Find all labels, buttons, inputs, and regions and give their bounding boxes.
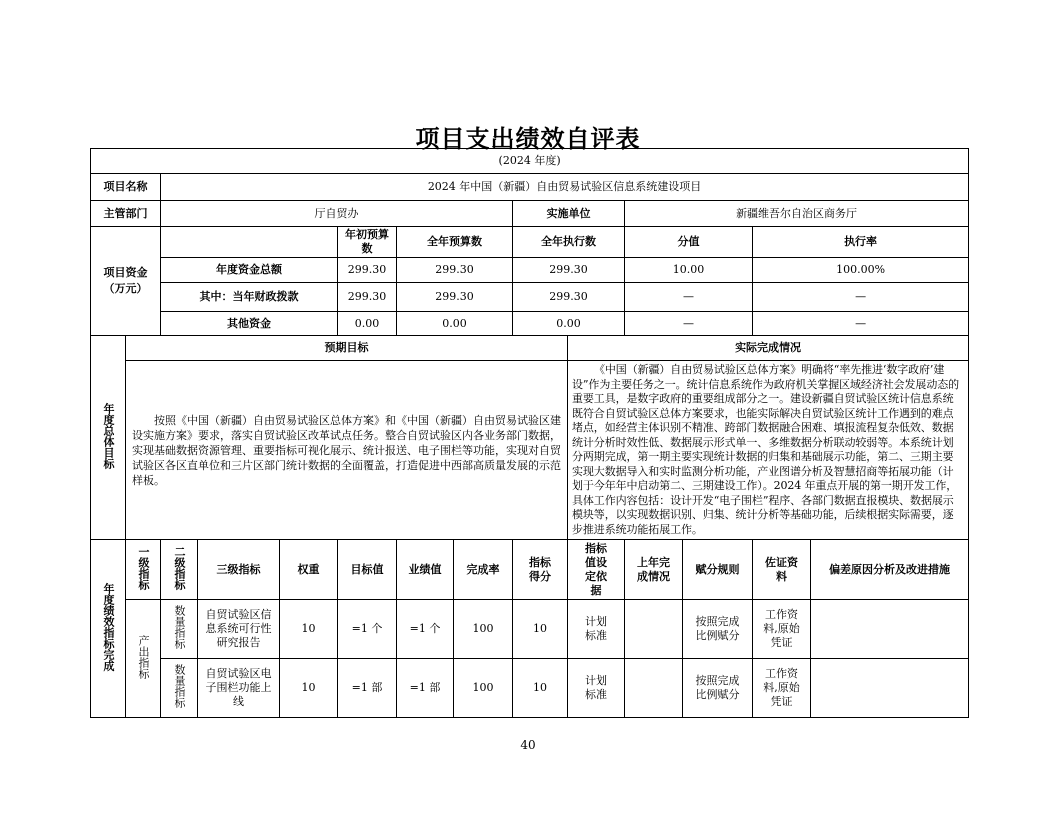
dept-label: 主管部门 — [91, 201, 161, 227]
funds-row-2-v3: — — [625, 312, 753, 336]
ind-row-0-last-year — [625, 600, 683, 659]
ind-row-1-actual: =1 部 — [397, 659, 454, 718]
ind-header-basis-text: 指标值设定依据 — [585, 541, 607, 597]
funds-row-2-v0: 0.00 — [338, 312, 397, 336]
ind-row-0-level3 — [198, 600, 280, 659]
ind-header-basis — [568, 540, 625, 600]
funds-row-1-label: 其中：当年财政拨款 — [161, 283, 338, 312]
ind-row-0-actual: =1 个 — [397, 600, 454, 659]
actual-header: 实际完成情况 — [568, 336, 969, 361]
funds-header-3: 分值 — [625, 227, 753, 258]
ind-row-1-deviation — [811, 659, 969, 718]
ind-row-0-deviation — [811, 600, 969, 659]
funds-row-0-v4: 100.00% — [753, 258, 969, 283]
ind-row-0-rule — [683, 600, 753, 659]
ind-row-1-rule — [683, 659, 753, 718]
funds-row-0-v0: 299.30 — [338, 258, 397, 283]
ind-row-1-weight: 10 — [280, 659, 338, 718]
page-number: 40 — [520, 738, 536, 752]
ind-level1-text: 产出指标 — [137, 634, 150, 679]
funds-row-0-label: 年度资金总额 — [161, 258, 338, 283]
funds-row-1-v1: 299.30 — [397, 283, 513, 312]
ind-header-level2-text: 二级指标 — [173, 545, 186, 590]
ind-header-level2 — [161, 540, 198, 600]
ind-row-0-level3-text: 自贸试验区信息系统可行性研究报告 — [205, 608, 272, 649]
ind-row-0-target: =1 个 — [338, 600, 397, 659]
ind-row-1-level2-text: 数量指标 — [173, 664, 186, 708]
funds-row-1-v0: 299.30 — [338, 283, 397, 312]
ind-header-evidence — [753, 540, 811, 600]
page-title: 项目支出绩效自评表 — [415, 124, 641, 153]
dept-value: 厅自贸办 — [161, 201, 513, 227]
ind-row-0-rule-text: 按照完成比例赋分 — [695, 615, 740, 642]
indicators-section-text: 年度绩效指标完成 — [102, 582, 115, 671]
expected-text: 按照《中国（新疆）自由贸易试验区总体方案》和《中国（新疆）自由贸易试验区建设实施方案》要求，落实自贸试验区改革试点任务。整合自贸试验区内各业务部门数据，实现基础数据资源管理、重要指标可视化展示、统计报送、电子围栏等功能，实现对自贸试验区各区直单位和三片区部门统计数据的全面覆盖，打造促进中西部高质量发展的示范样板。 — [126, 361, 568, 540]
funds-section-text: 项目资金（万元） — [103, 266, 148, 295]
ind-header-level3: 三级指标 — [198, 540, 280, 600]
ind-header-actual: 业绩值 — [397, 540, 454, 600]
ind-header-target: 目标值 — [338, 540, 397, 600]
indicators-section-label — [91, 540, 126, 718]
project-name-label: 项目名称 — [91, 174, 161, 201]
ind-row-1-basis-text: 计划标准 — [585, 674, 607, 701]
ind-header-weight: 权重 — [280, 540, 338, 600]
ind-header-rule: 赋分规则 — [683, 540, 753, 600]
ind-row-1-basis — [568, 659, 625, 718]
funds-row-1-v3: — — [625, 283, 753, 312]
ind-row-1-rate: 100 — [454, 659, 513, 718]
funds-row-2-label: 其他资金 — [161, 312, 338, 336]
ind-header-level1 — [126, 540, 161, 600]
ind-row-0-level2-text: 数量指标 — [173, 605, 186, 649]
funds-header-0: 年初预算数 — [338, 227, 397, 258]
funds-row-2-v1: 0.00 — [397, 312, 513, 336]
ind-row-1-target: =1 部 — [338, 659, 397, 718]
actual-text: 《中国（新疆）自由贸易试验区总体方案》明确将“率先推进‘数字政府’建设”作为主要任务之一。统计信息系统作为政府机关掌握区域经济社会发展动态的重要工具，是数字政府的重要组成部分之一。建设新疆自贸试验区统计信息系统既符合自贸试验区总体方案要求，也能实际解决自贸试验区统计工作遇到的难点堵点，如经营主体识别不精准、跨部门数据融合困难、填报流程复杂低效、数据统计分析时效性低、数据展示形式单一、多维数据分析联动较弱等。本系统计划分两期完成，第一期主要实现统计数据的归集和基础展示功能，第二、三期主要实现大数据导入和实时监测分析功能，产业图谱分析及智慧招商等拓展功能（计划于今年年中启动第二、三期建设工作）。2024 年重点开展的第一期开发工作，具体工作内容包括：设计开发“电子围栏”程序、各部门数据直报模块、数据展示模块等，以实现数据识别、归集、统计分析等基础功能，后续根据实际需要，逐步推进系统功能拓展工作。 — [568, 361, 969, 540]
funds-header-4: 执行率 — [753, 227, 969, 258]
funds-section-label — [91, 227, 161, 336]
funds-header-2: 全年执行数 — [513, 227, 625, 258]
ind-row-0-evidence — [753, 600, 811, 659]
ind-row-1-rule-text: 按照完成比例赋分 — [695, 674, 740, 701]
ind-row-1-level3-text: 自贸试验区电子围栏功能上线 — [205, 667, 272, 708]
performance-table — [90, 148, 969, 718]
impl-value: 新疆维吾尔自治区商务厅 — [625, 201, 969, 227]
ind-row-0-basis-text: 计划标准 — [585, 615, 607, 642]
funds-row-0-v2: 299.30 — [513, 258, 625, 283]
funds-header-1: 全年预算数 — [397, 227, 513, 258]
ind-header-score — [513, 540, 568, 600]
funds-row-2-v2: 0.00 — [513, 312, 625, 336]
ind-row-1-evidence — [753, 659, 811, 718]
ind-header-deviation — [811, 540, 969, 600]
ind-header-level1-text: 一级指标 — [137, 545, 150, 590]
ind-header-rate: 完成率 — [454, 540, 513, 600]
ind-row-0-level2 — [161, 600, 198, 659]
project-name-value: 2024 年中国（新疆）自由贸易试验区信息系统建设项目 — [161, 174, 969, 201]
impl-label: 实施单位 — [513, 201, 625, 227]
ind-row-0-rate: 100 — [454, 600, 513, 659]
funds-row-2-v4: — — [753, 312, 969, 336]
ind-row-0-weight: 10 — [280, 600, 338, 659]
ind-row-0-basis — [568, 600, 625, 659]
ind-header-deviation-text: 偏差原因分析及改进措施 — [829, 562, 951, 576]
ind-level1-cell — [126, 600, 161, 718]
funds-row-1-v4: — — [753, 283, 969, 312]
funds-corner — [161, 227, 338, 258]
ind-header-last-year-text: 上年完成情况 — [637, 555, 670, 583]
ind-row-1-level3 — [198, 659, 280, 718]
ind-row-0-score: 10 — [513, 600, 568, 659]
ind-header-last-year — [625, 540, 683, 600]
funds-row-0-v1: 299.30 — [397, 258, 513, 283]
ind-row-1-level2 — [161, 659, 198, 718]
funds-row-0-v3: 10.00 — [625, 258, 753, 283]
year-label: (2024 年度) — [91, 149, 969, 174]
ind-row-1-evidence-text: 工作资料,原始凭证 — [763, 667, 800, 708]
ind-header-score-text: 指标得分 — [529, 555, 551, 583]
expected-header: 预期目标 — [126, 336, 568, 361]
goals-section-text: 年度总体目标 — [102, 402, 115, 469]
ind-row-1-last-year — [625, 659, 683, 718]
goals-section-label — [91, 336, 126, 540]
ind-row-1-score: 10 — [513, 659, 568, 718]
ind-row-0-evidence-text: 工作资料,原始凭证 — [763, 608, 800, 649]
funds-row-1-v2: 299.30 — [513, 283, 625, 312]
ind-header-evidence-text: 佐证资料 — [765, 555, 798, 583]
